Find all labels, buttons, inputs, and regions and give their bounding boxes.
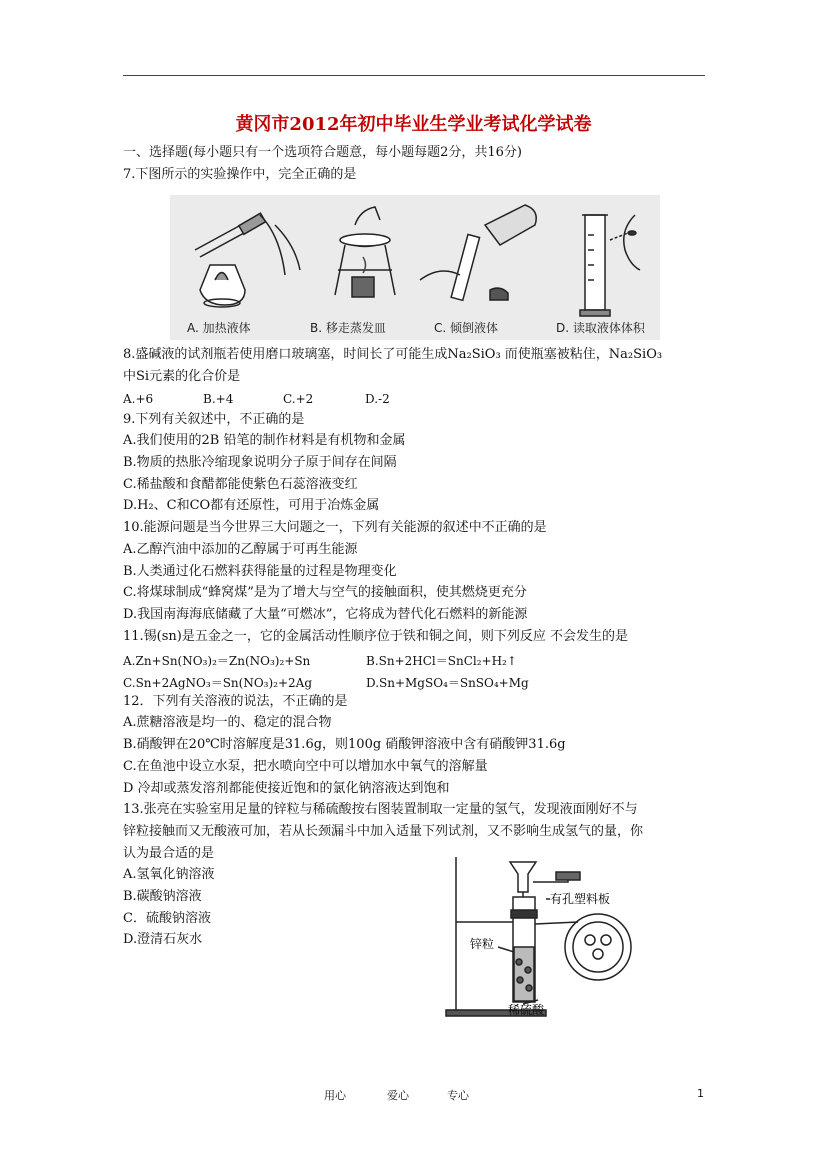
q13-option-a: A.氢氧化钠溶液: [123, 867, 215, 882]
q11-options-row2: [123, 674, 529, 691]
q10-stem: 10.能源问题是当今世界三大问题之一，下列有关能源的叙述中不正确的是: [123, 520, 547, 535]
page-title: 黄冈市2012年初中毕业生学业考试化学试卷: [235, 114, 592, 135]
q12-option-d: D 冷却或蒸发溶剂都能使接近饱和的氯化钠溶液达到饱和: [123, 781, 450, 796]
q12-stem: 12．下列有关溶液的说法，不正确的是: [123, 694, 348, 709]
q10-option-d: D.我国南海海底储藏了大量“可燃冰”，它将成为替代化石燃料的新能源: [123, 607, 528, 622]
q13-stem-line2: 锌粒接触而又无酸液可加，若从长颈漏斗中加入适量下列试剂，又不影响生成氢气的量，你: [123, 824, 644, 839]
q12-option-c: C.在鱼池中设立水泵，把水喷向空中可以增加水中氧气的溶解量: [123, 759, 488, 774]
q11-option-a: A.Zn+Sn(NO₃)₂＝Zn(NO₃)₂+Sn: [123, 654, 311, 668]
footer-middle: 爱心: [387, 1089, 409, 1102]
q7-caption-c: C. 倾倒液体: [434, 321, 499, 335]
q13-hydrogen-apparatus-figure: [438, 852, 668, 1022]
q9-stem: 9.下列有关叙述中，不正确的是: [123, 412, 305, 427]
q11-option-c: C.Sn+2AgNO₃＝Sn(NO₃)₂+2Ag: [123, 676, 313, 690]
q13-stem-line1: 13.张亮在实验室用足量的锌粒与稀硫酸按右图装置制取一定量的氢气，发现液面刚好不与: [123, 802, 638, 817]
q8-option-d: D.-2: [365, 392, 390, 406]
q7-caption-b: B. 移走蒸发皿: [310, 321, 386, 335]
page-number: 1: [697, 1087, 704, 1100]
q13-option-c: C．硫酸钠溶液: [123, 911, 211, 926]
q12-option-b: B.硝酸钾在20℃时溶解度是31.6g，则100g 硝酸钾溶液中含有硝酸钾31.6g: [123, 737, 566, 752]
q8-option-c: C.+2: [283, 392, 314, 406]
q11-option-d: D.Sn+MgSO₄＝SnSO₄+Mg: [366, 676, 529, 690]
q10-option-c: C.将煤球制成“蜂窝煤”是为了增大与空气的接触面积，使其燃烧更充分: [123, 585, 527, 600]
section-heading: 一、选择题(每小题只有一个选项符合题意，每小题每题2分，共16分): [123, 145, 522, 160]
q8-option-a: A.+6: [123, 392, 154, 406]
q11-option-b: B.Sn+2HCl＝SnCl₂+H₂↑: [366, 654, 517, 668]
zinc-granules-label: 锌粒: [470, 937, 495, 951]
q8-options: [123, 392, 390, 406]
q13-stem-line3: 认为最合适的是: [123, 846, 215, 861]
footer-right: 专心: [447, 1089, 469, 1102]
dilute-sulfuric-acid-label: 稀硫酸: [508, 1003, 545, 1017]
q9-option-a: A.我们使用的2B 铅笔的制作材料是有机物和金属: [123, 433, 406, 448]
q9-option-c: C.稀盐酸和食醋都能使紫色石蕊溶液变红: [123, 477, 358, 492]
q13-option-d: D.澄清石灰水: [123, 932, 203, 947]
q9-option-d: D.H₂、C和CO都有还原性，可用于冶炼金属: [123, 498, 380, 513]
q11-stem: 11.锡(sn)是五金之一，它的金属活动性顺序位于铁和铜之间，则下列反应 不会发生的是: [123, 629, 628, 644]
q13-option-b: B.碳酸钠溶液: [123, 889, 202, 904]
q9-option-b: B.物质的热胀冷缩现象说明分子原于间存在间隔: [123, 455, 397, 470]
header-rule: [123, 75, 705, 76]
q7-stem: 7.下图所示的实验操作中，完全正确的是: [123, 167, 357, 182]
perforated-plate-label: 有孔塑料板: [550, 892, 611, 906]
q8-option-b: B.+4: [203, 392, 234, 406]
footer-left: 用心: [324, 1089, 346, 1102]
q7-caption-a: A. 加热液体: [187, 321, 251, 335]
q12-option-a: A.蔗糖溶液是均一的、稳定的混合物: [123, 715, 332, 730]
q7-caption-d: D. 读取液体体积: [556, 321, 645, 335]
q8-stem-line2: 中Si元素的化合价是: [123, 369, 241, 384]
q11-options-row1: [123, 652, 517, 669]
q10-option-b: B.人类通过化石燃料获得能量的过程是物理变化: [123, 564, 397, 579]
q8-stem-line1: 8.盛碱液的试剂瓶若使用磨口玻璃塞，时间长了可能生成Na₂SiO₃ 而使瓶塞被粘住，Na₂SiO₃: [123, 347, 663, 362]
q10-option-a: A.乙醇汽油中添加的乙醇属于可再生能源: [123, 542, 358, 557]
